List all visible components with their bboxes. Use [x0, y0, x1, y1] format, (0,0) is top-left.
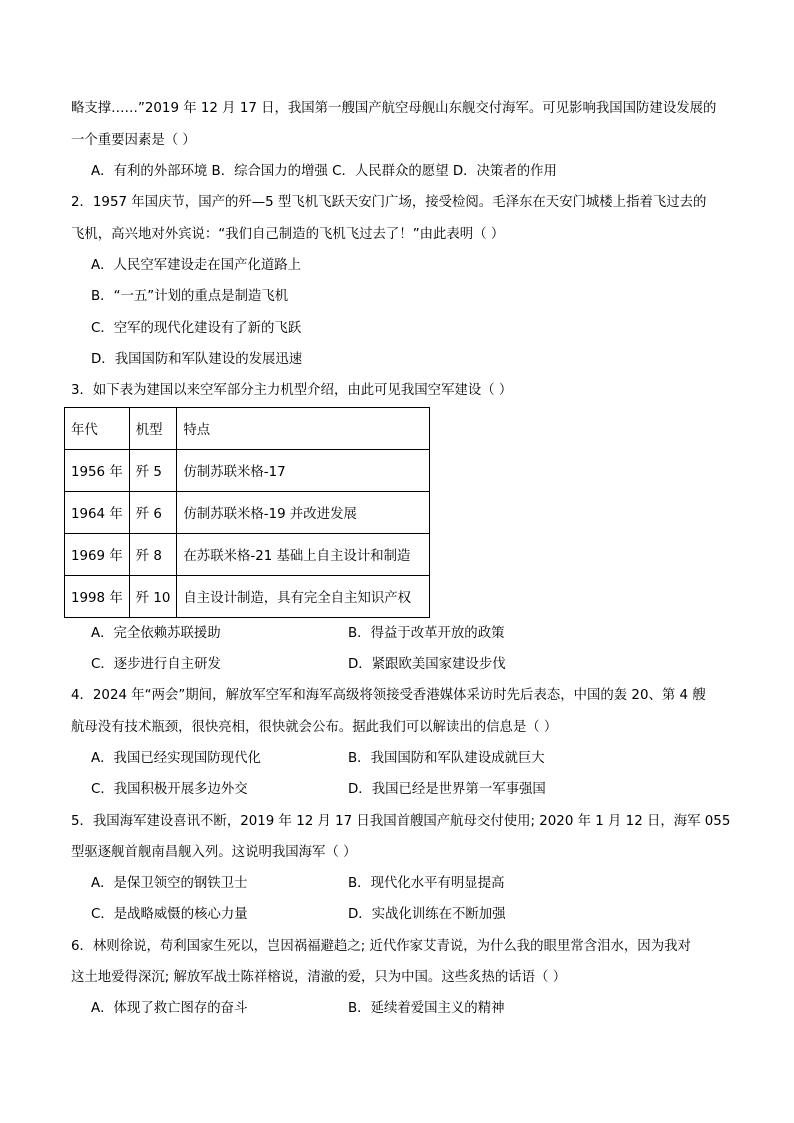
q5-option-c: C．是战略威慑的核心力量: [91, 907, 248, 922]
table-cell: 1998 年: [65, 576, 130, 618]
q4-option-a: A．我国已经实现国防现代化: [91, 751, 261, 766]
q2-option-b: B．“一五”计划的重点是制造飞机: [91, 289, 289, 304]
table-cell: 歼 6: [129, 492, 177, 534]
q3-option-b: B．得益于改革开放的政策: [348, 626, 505, 641]
q4-option-c: C．我国积极开展多边外交: [91, 782, 248, 797]
q4-stem-line2: 航母没有技术瓶颈，很快亮相，很快就会公布。据此我们可以解读出的信息是（ ）: [71, 720, 558, 735]
q5-option-a: A．是保卫领空的钢铁卫士: [91, 876, 248, 891]
table-cell: 在苏联米格-21 基础上自主设计和制造: [177, 534, 430, 576]
q5-stem-line2: 型驱逐舰首舰南昌舰入列。这说明我国海军（ ）: [71, 845, 357, 860]
q6-stem-line2: 这土地爱得深沉; 解放军战士陈祥榕说，清澈的爱，只为中国。这些炙热的话语（ ）: [71, 970, 567, 985]
q6-option-a: A．体现了救亡图存的奋斗: [91, 1001, 248, 1016]
q2-stem-line2: 飞机，高兴地对外宾说：“我们自己制造的飞机飞过去了！”由此表明（ ）: [71, 227, 505, 242]
q3-option-d: D．紧跟欧美国家建设步伐: [348, 657, 506, 672]
table-header-cell: 机型: [129, 408, 177, 450]
table-header-cell: 年代: [65, 408, 130, 450]
q2-stem-line1: 2．1957 年国庆节，国产的歼—5 型飞机飞跃天安门广场，接受检阅。毛泽东在天安门城楼上指着飞过去的: [71, 195, 707, 210]
table-cell: 仿制苏联米格-17: [177, 450, 430, 492]
table-row: [65, 450, 430, 492]
q1-stem-line2: 一个重要因素是（ ）: [71, 133, 196, 148]
q6-stem-line1: 6．林则徐说，苟利国家生死以，岂因祸福避趋之; 近代作家艾青说，为什么我的眼里常含泪水，因为我对: [71, 939, 691, 954]
q4-option-d: D．我国已经是世界第一军事强国: [348, 782, 546, 797]
q3-option-c: C．逐步进行自主研发: [91, 657, 221, 672]
q4-stem-line1: 4．2024 年“两会”期间，解放军空军和海军高级将领接受香港媒体采访时先后表态，中国的轰 20、第 4 艘: [71, 688, 706, 703]
q4-option-b: B．我国国防和军队建设成就巨大: [348, 751, 545, 766]
table-header-cell: 特点: [177, 408, 430, 450]
q2-option-d: D．我国国防和军队建设的发展迅速: [91, 352, 303, 367]
q6-option-b: B．延续着爱国主义的精神: [348, 1001, 505, 1016]
table-row: [65, 576, 430, 618]
q5-option-b: B．现代化水平有明显提高: [348, 876, 505, 891]
table-cell: 自主设计制造，具有完全自主知识产权: [177, 576, 430, 618]
q3-option-a: A．完全依赖苏联援助: [91, 626, 221, 641]
q2-option-a: A．人民空军建设走在国产化道路上: [91, 258, 302, 273]
table-cell: 仿制苏联米格-19 并改进发展: [177, 492, 430, 534]
table-cell: 歼 8: [129, 534, 177, 576]
aircraft-table: [64, 407, 430, 618]
table-row: [65, 492, 430, 534]
table-cell: 1969 年: [65, 534, 130, 576]
q5-option-d: D．实战化训练在不断加强: [348, 907, 506, 922]
table-cell: 1964 年: [65, 492, 130, 534]
table-row: [65, 534, 430, 576]
q2-option-c: C．空军的现代化建设有了新的飞跃: [91, 321, 302, 336]
q1-options: A．有利的外部环境 B．综合国力的增强 C．人民群众的愿望 D．决策者的作用: [91, 164, 557, 179]
q3-stem-line1: 3．如下表为建国以来空军部分主力机型介绍，由此可见我国空军建设（ ）: [71, 383, 513, 398]
table-header-row: [65, 408, 430, 450]
table-cell: 1956 年: [65, 450, 130, 492]
q1-stem-line1: 略支撑……”2019 年 12 月 17 日，我国第一艘国产航空母舰山东舰交付海军。可见影响我国国防建设发展的: [71, 101, 717, 116]
q5-stem-line1: 5．我国海军建设喜讯不断，2019 年 12 月 17 日我国首艘国产航母交付使用; 2020 年 1 月 12 日，海军 055: [71, 814, 731, 829]
table-cell: 歼 5: [129, 450, 177, 492]
table-cell: 歼 10: [129, 576, 177, 618]
